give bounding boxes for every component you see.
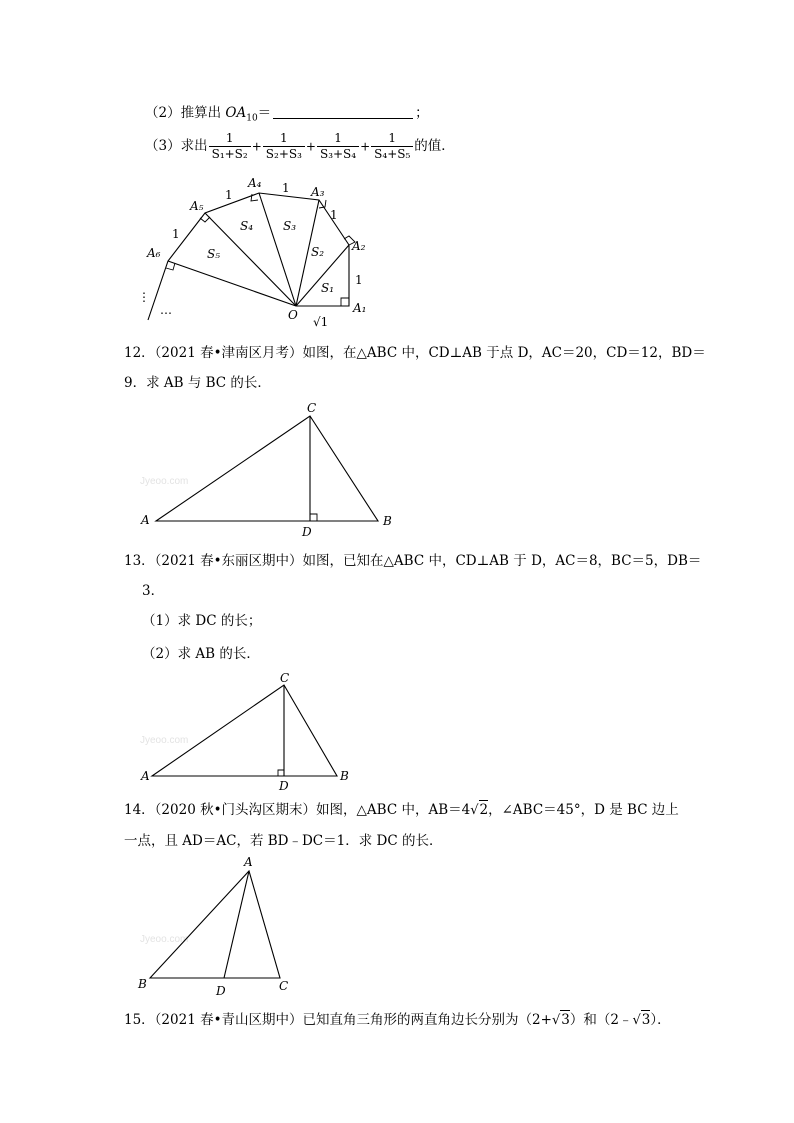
fraction-3: $\frac{1}{\text{S₃+S₄}}$ [317,131,359,162]
plus-sign: + [360,139,371,154]
sqrt-3: 3 [641,1012,651,1028]
watermark: Jyeoo.com [140,934,189,945]
q13-part1: （1）求 DC 的长； [142,613,262,629]
q15-text-middle: ）和（2﹣ [569,1012,633,1028]
area-label-s4: S₄ [240,219,254,233]
point-label-a5: A₅ [190,199,204,213]
q12-line2: 9．求 AB 与 BC 的长． [124,375,271,391]
point-label-c: C [279,979,289,993]
length-label-1: 1 [330,208,338,222]
point-label-a1: A₁ [353,301,367,315]
area-label-s2: S₂ [311,245,325,259]
length-label-sqrt1: √1 [313,315,329,329]
q11-part2-var: OA [225,105,247,121]
length-label-1: 1 [355,273,363,287]
point-label-o: O [288,308,298,322]
fraction-1: $\frac{1}{\text{S₁+S₂}}$ [209,131,251,162]
q15-text-end: ）． [650,1012,671,1028]
point-label-b: B [340,769,349,783]
length-label-1: 1 [172,227,180,241]
q11-part2-prefix: （2）推算出 [145,105,226,121]
sqrt-3: 3 [561,1012,570,1028]
point-label-b: B [383,514,392,528]
area-label-s1: S₁ [321,281,335,295]
q15-text-start: 15．（2021 春•青山区期中）已知直角三角形的两直角边长分别为（2+ [124,1012,552,1028]
q11-part3-suffix: 的值． [414,138,455,154]
point-label-a6: A₆ [147,246,161,260]
q11-part2-end: ； [415,105,429,121]
plus-sign: + [251,139,262,154]
plus-sign: + [305,139,316,154]
point-label-c: C [307,401,317,415]
q13-line1: 13．（2021 春•东丽区期中）如图，已知在△ABC 中，CD⊥AB 于 D，AC＝8，BC＝5，DB＝ [124,553,702,569]
sqrt-2: 2 [479,802,489,818]
point-label-a: A [244,855,253,869]
q14-line2: 一点，且 AD＝AC，若 BD﹣DC＝1．求 DC 的长． [124,833,443,849]
point-label-a3: A₃ [311,185,325,199]
watermark: Jyeoo.com [140,476,189,487]
q14-line1-start: 14．（2020 秋•门头沟区期末）如图，△ABC 中，AB＝4 [124,802,471,818]
point-label-b: B [138,977,147,991]
q14-line1: 14．（2020 秋•门头沟区期末）如图，△ABC 中，AB＝4√2，∠ABC＝45°，D 是 BC 边上 [124,802,679,818]
area-label-s3: S₃ [283,219,297,233]
fraction-2: $\frac{1}{\text{S₂+S₃}}$ [263,131,305,162]
watermark: Jyeoo.com [140,735,189,746]
q13-line2: 3． [142,583,165,599]
point-label-d: D [302,525,312,539]
vertical-ellipsis: ⋮ [138,290,150,304]
length-label-1: 1 [225,188,233,202]
point-label-a4: A₄ [248,176,262,190]
q13-part2: （2）求 AB 的长． [142,646,260,662]
q11-part2-eq: ＝ [257,105,272,121]
horizontal-ellipsis: … [160,303,172,317]
fraction-4: $\frac{1}{\text{S₄+S₅}}$ [371,131,413,162]
q11-part3-prefix: （3）求出 [145,138,208,154]
point-label-d: D [279,779,289,793]
point-label-a2: A₂ [352,239,366,253]
point-label-a: A [141,769,150,783]
point-label-d: D [216,984,226,998]
q14-line1-end: ，∠ABC＝45°，D 是 BC 边上 [488,802,679,818]
q15-line: 15．（2021 春•青山区期中）已知直角三角形的两直角边长分别为（2+√3）和（2﹣√3）． [124,1012,671,1028]
length-label-1: 1 [282,181,290,195]
point-label-a: A [141,513,150,527]
q11-part2-sub: 10 [246,113,258,124]
point-label-c: C [280,671,290,685]
area-label-s5: S₅ [207,247,221,261]
q12-line1: 12．（2021 春•津南区月考）如图，在△ABC 中，CD⊥AB 于点 D，AC＝20，CD＝12，BD＝ [124,345,706,361]
